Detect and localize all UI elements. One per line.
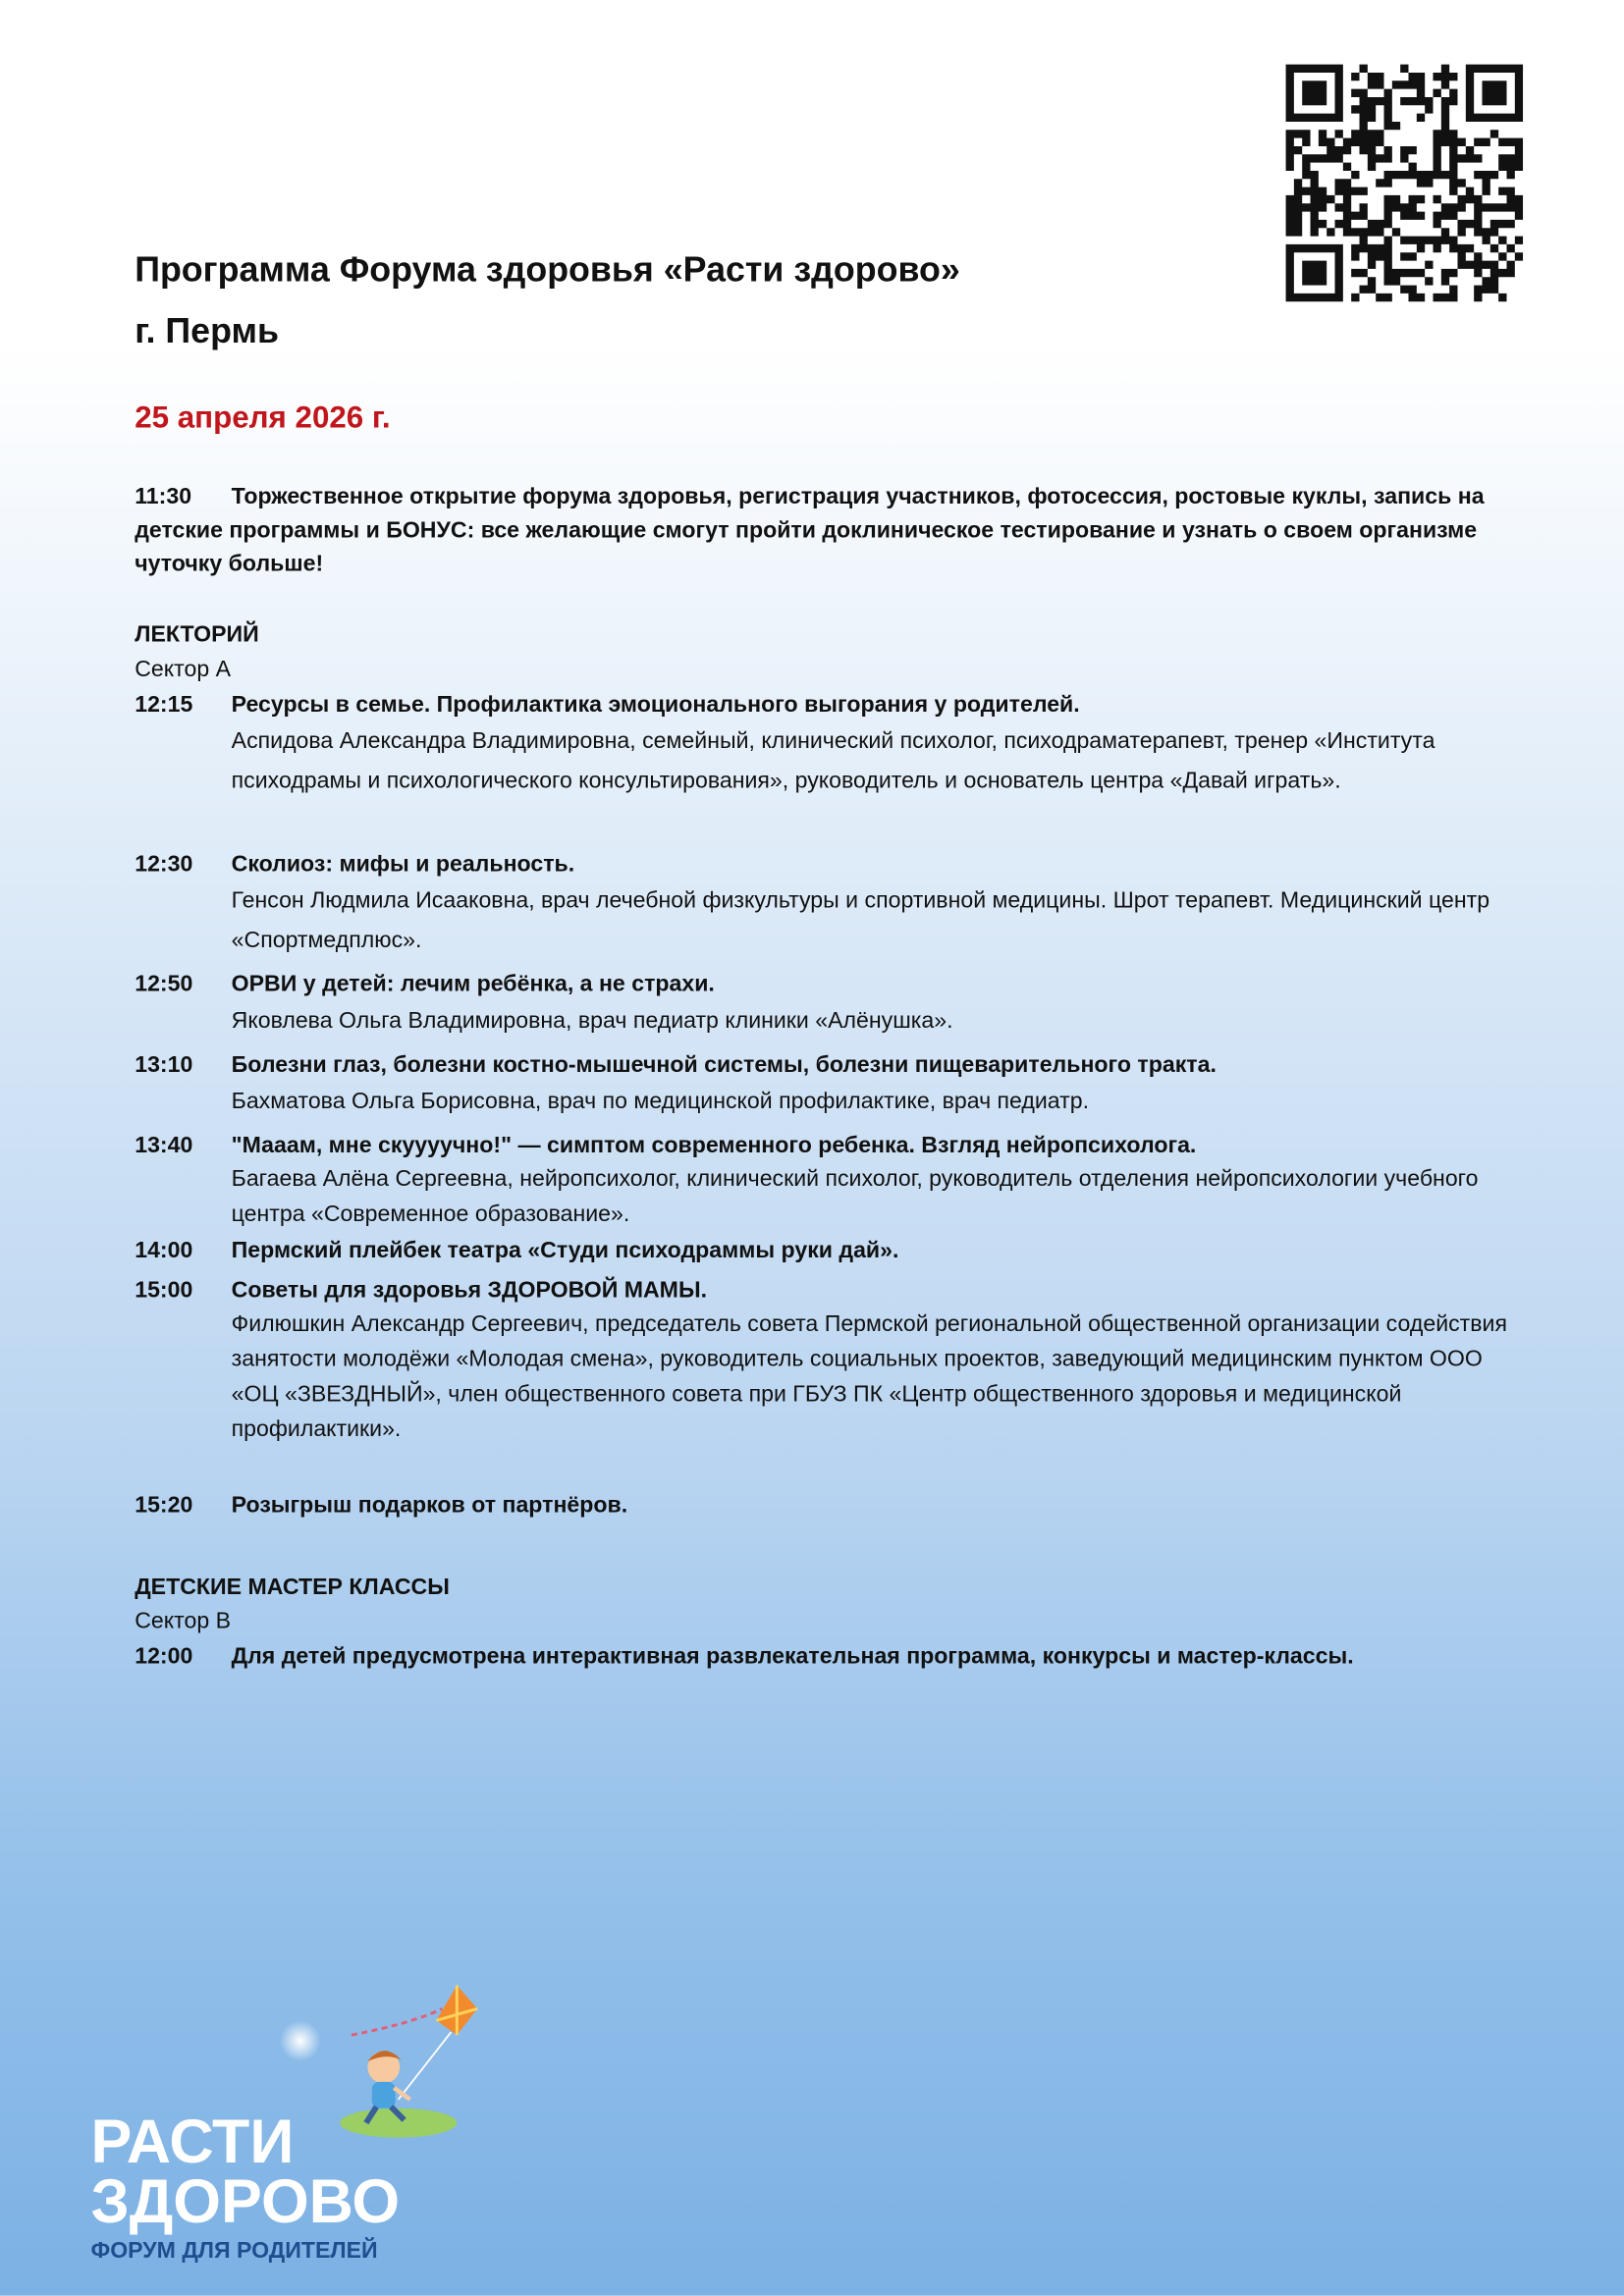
event-title: Ресурсы в семье. Профилактика эмоционального выгорания у родителей. [231,692,1080,718]
logo-line2: ЗДОРОВО [90,2167,401,2237]
event-title: Пермский плейбек театра «Студи психодраммы руки дай». [231,1238,899,1264]
event-speaker: Багаева Алёна Сергеевна, нейропсихолог, клинический психолог, руководитель отделения нейропсихологии учебного центра «Современное образование». [231,1166,1479,1227]
event-speaker: Бахматова Ольга Борисовна, врач по медицинской профилактике, врач педиатр. [231,1089,1090,1115]
sector-label-b: Сектор В [135,1609,232,1634]
page-title: Программа Форума здоровья «Расти здорово» [135,250,960,291]
section-heading-kids: ДЕТСКИЕ МАСТЕР КЛАССЫ [135,1575,450,1601]
kite-icon [399,1985,478,2099]
qr-code-icon [1286,59,1524,308]
event-time: 12:15 [135,692,193,718]
section-heading-lectures: ЛЕКТОРИЙ [135,621,259,648]
event-time: 14:00 [135,1238,193,1264]
event-speaker: Яковлева Ольга Владимировна, врач педиатр клиники «Алёнушка». [231,1008,953,1034]
forum-logo [74,1977,513,2284]
event-title: Для детей предусмотрена интерактивная развлекательная программа, конкурсы и мастер-классы. [231,1643,1354,1670]
event-time: 12:00 [135,1643,193,1670]
kite-tail-icon [352,2008,442,2035]
intro-text: Торжественное открытие форума здоровья, регистрация участников, фотосессия, ростовые куклы, запись на детские программы и БОНУС: все желающие смогут пройти доклиническое тестирование и узнать о своем организме чуточку больше! [135,484,1485,577]
schedule-item [135,1641,1511,1674]
intro-block [135,480,1511,581]
schedule-item [135,689,1511,800]
schedule-item [135,1049,1511,1121]
event-title: Сколиоз: мифы и реальность. [231,852,575,878]
event-speaker: Филюшкин Александр Сергеевич, председатель совета Пермской региональной общественной организации содействия занятости молодёжи «Молодая смена», руководитель социальных проектов, заведующий медицинским пунктом ООО «ОЦ «ЗВЕЗДНЫЙ», член общественного совета при ГБУЗ ПК «Центр общественного здоровья и медицинской профилактики». [231,1311,1507,1443]
event-title: Болезни глаз, болезни костно-мышечной системы, болезни пищеварительного тракта. [231,1052,1217,1078]
event-speaker: Генсон Людмила Исааковна, врач лечебной физкультуры и спортивной медицины. Шрот терапевт. Медицинский центр «Спортмедплюс». [231,888,1490,953]
event-time: 13:10 [135,1052,193,1078]
logo-line1: РАСТИ [90,2107,295,2176]
schedule-item [135,1236,1511,1268]
event-title: "Мааам, мне скуууучно!" — симптом современного ребенка. Взгляд нейропсихолога. [231,1133,1197,1158]
event-title: ОРВИ у детей: лечим ребёнка, а не страхи. [231,972,715,997]
intro-time: 11:30 [135,484,192,510]
event-time: 12:50 [135,972,193,997]
schedule-item [135,969,1511,1041]
sector-label-a: Сектор А [135,657,232,683]
event-time: 13:40 [135,1133,193,1158]
city-title: г. Пермь [135,311,279,351]
schedule-item [135,1130,1511,1232]
event-title: Советы для здоровья ЗДОРОВОЙ МАМЫ. [231,1278,708,1304]
sun-glow-icon [280,2020,321,2061]
schedule-item [135,1490,1511,1522]
schedule-item [135,1275,1511,1448]
event-time: 15:20 [135,1493,193,1519]
event-time: 15:00 [135,1278,193,1304]
event-time: 12:30 [135,852,193,878]
event-speaker: Аспидова Александра Владимировна, семейный, клинический психолог, психодраматерапевт, тренер «Института психодрамы и психологического консультирования», руководитель и основатель центра «Давай играть». [231,728,1435,794]
event-title: Розыгрыш подарков от партнёров. [231,1493,628,1519]
child-illustration-icon [340,2051,457,2137]
logo-subtitle: ФОРУМ ДЛЯ РОДИТЕЛЕЙ [90,2236,378,2263]
event-date: 25 апреля 2026 г. [135,400,391,435]
schedule-item [135,849,1511,960]
